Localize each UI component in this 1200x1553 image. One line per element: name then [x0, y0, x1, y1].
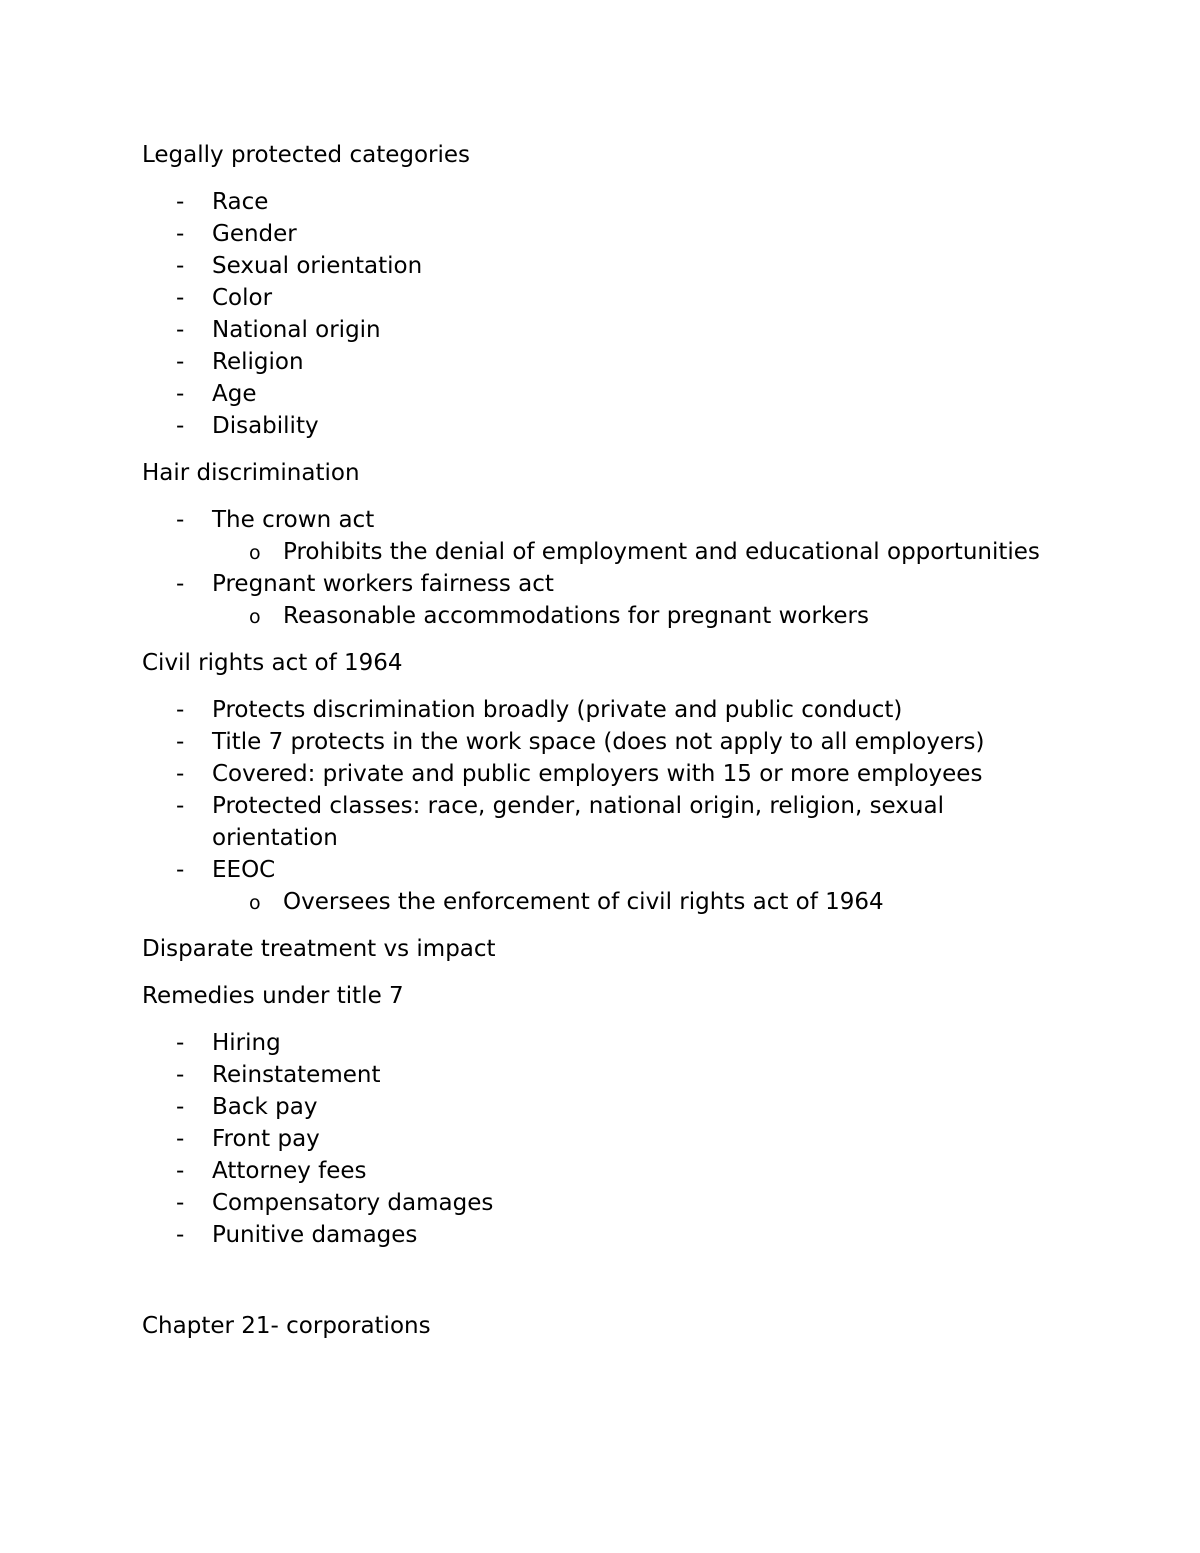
dash-bullet: - — [176, 1094, 185, 1120]
list-item-text: Reinstatement — [212, 1062, 381, 1088]
circle-bullet: o — [249, 892, 261, 914]
dash-bullet: - — [176, 1062, 185, 1088]
list-item-text: Attorney fees — [212, 1158, 367, 1184]
list-item — [142, 218, 1102, 250]
bullet-list — [142, 1027, 1102, 1251]
list-item-text: Sexual orientation — [212, 253, 423, 279]
list-item — [142, 282, 1102, 314]
sub-list — [212, 600, 1102, 632]
dash-bullet: - — [176, 1158, 185, 1184]
list-item — [142, 568, 1102, 632]
list-item-text: Compensatory damages — [212, 1190, 494, 1216]
dash-bullet: - — [176, 221, 185, 247]
list-item-text: Pregnant workers fairness act — [212, 571, 554, 597]
bullet-list — [142, 504, 1102, 632]
list-item — [142, 1187, 1102, 1219]
list-item-text: Punitive damages — [212, 1222, 418, 1248]
dash-bullet: - — [176, 1222, 185, 1248]
list-item — [142, 1091, 1102, 1123]
section-civil-rights-act — [142, 647, 1102, 918]
sub-list-item-text: Prohibits the denial of employment and educational opportunities — [283, 539, 1040, 565]
sub-list-item-text: Oversees the enforcement of civil rights act of 1964 — [283, 889, 884, 915]
sub-list — [212, 886, 1102, 918]
list-item — [142, 504, 1102, 568]
sub-list-item-text: Reasonable accommodations for pregnant workers — [283, 603, 869, 629]
list-item — [142, 854, 1102, 918]
dash-bullet: - — [176, 317, 185, 343]
list-item — [142, 250, 1102, 282]
dash-bullet: - — [176, 697, 185, 723]
section-heading: Chapter 21- corporations — [142, 1313, 431, 1339]
list-item-text: Color — [212, 285, 273, 311]
list-item-text: Front pay — [212, 1126, 320, 1152]
list-item — [142, 186, 1102, 218]
dash-bullet: - — [176, 1126, 185, 1152]
section-heading: Hair discrimination — [142, 460, 360, 486]
list-item — [142, 1219, 1102, 1251]
list-item-text: Disability — [212, 413, 319, 439]
section-chapter-21 — [142, 1310, 1102, 1342]
list-item-text: Protected classes: race, gender, national origin, religion, sexual orientation — [212, 793, 944, 851]
sub-list-item — [212, 600, 1102, 632]
sub-list — [212, 536, 1102, 568]
list-item-text: The crown act — [212, 507, 375, 533]
dash-bullet: - — [176, 761, 185, 787]
list-item-text: National origin — [212, 317, 381, 343]
dash-bullet: - — [176, 857, 185, 883]
dash-bullet: - — [176, 729, 185, 755]
section-heading: Civil rights act of 1964 — [142, 650, 403, 676]
list-item — [142, 410, 1102, 442]
list-item — [142, 378, 1102, 410]
dash-bullet: - — [176, 285, 185, 311]
list-item — [142, 346, 1102, 378]
circle-bullet: o — [249, 606, 261, 628]
dash-bullet: - — [176, 381, 185, 407]
section-heading: Remedies under title 7 — [142, 983, 404, 1009]
list-item — [142, 694, 1102, 726]
blank-line — [142, 1266, 1102, 1310]
section-legally-protected-categories — [142, 139, 1102, 442]
section-heading: Legally protected categories — [142, 142, 471, 168]
dash-bullet: - — [176, 413, 185, 439]
section-hair-discrimination — [142, 457, 1102, 632]
list-item-text: Religion — [212, 349, 304, 375]
dash-bullet: - — [176, 253, 185, 279]
list-item — [142, 758, 1102, 790]
section-heading: Disparate treatment vs impact — [142, 936, 496, 962]
dash-bullet: - — [176, 571, 185, 597]
list-item — [142, 1155, 1102, 1187]
circle-bullet: o — [249, 542, 261, 564]
list-item-text: Gender — [212, 221, 297, 247]
sub-list-item — [212, 886, 1102, 918]
list-item-text: EEOC — [212, 857, 276, 883]
dash-bullet: - — [176, 349, 185, 375]
list-item — [142, 1123, 1102, 1155]
list-item-text: Title 7 protects in the work space (does not apply to all employers) — [212, 729, 985, 755]
section-disparate-treatment — [142, 933, 1102, 965]
bullet-list — [142, 694, 1102, 918]
list-item — [142, 790, 1032, 854]
list-item-text: Age — [212, 381, 257, 407]
dash-bullet: - — [176, 189, 185, 215]
dash-bullet: - — [176, 793, 185, 819]
list-item — [142, 1027, 1102, 1059]
list-item-text: Hiring — [212, 1030, 281, 1056]
sub-list-item — [212, 536, 1102, 568]
list-item — [142, 726, 1102, 758]
list-item — [142, 314, 1102, 346]
list-item-text: Covered: private and public employers with 15 or more employees — [212, 761, 983, 787]
document-body — [142, 139, 1102, 1342]
dash-bullet: - — [176, 1190, 185, 1216]
dash-bullet: - — [176, 507, 185, 533]
list-item-text: Back pay — [212, 1094, 318, 1120]
list-item — [142, 1059, 1102, 1091]
section-remedies-title-7 — [142, 980, 1102, 1251]
bullet-list — [142, 186, 1102, 442]
list-item-text: Race — [212, 189, 269, 215]
list-item-text: Protects discrimination broadly (private and public conduct) — [212, 697, 903, 723]
dash-bullet: - — [176, 1030, 185, 1056]
